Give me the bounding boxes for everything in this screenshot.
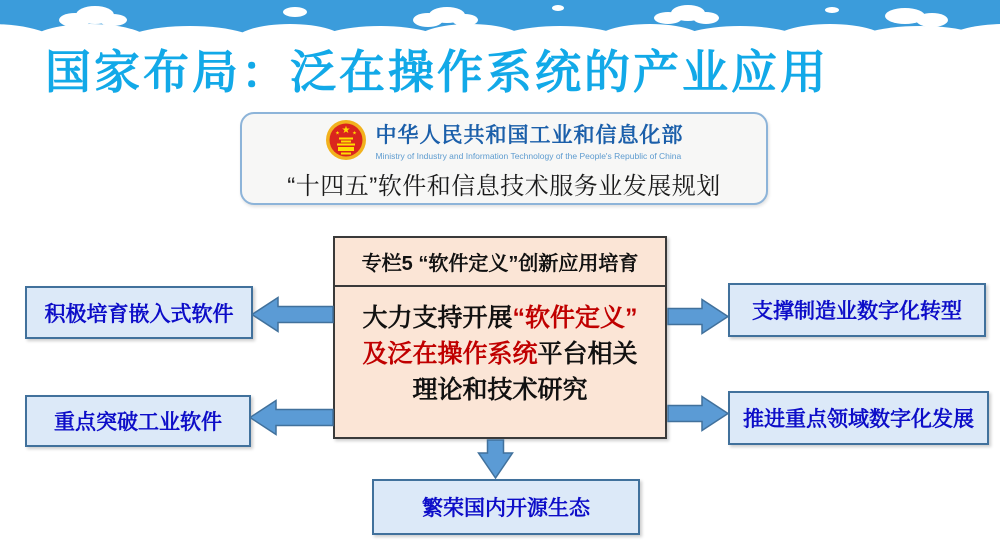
arrow-right-top-icon	[667, 298, 729, 335]
flow-box-open-source-ecosystem: 繁荣国内开源生态	[372, 479, 640, 535]
prc-national-emblem-icon	[325, 119, 367, 161]
arrow-left-bottom-icon	[249, 399, 334, 436]
policy-line-2	[335, 336, 665, 372]
ministry-card	[240, 112, 768, 205]
policy-line-1	[335, 300, 665, 336]
policy-center-box	[333, 236, 667, 439]
plan-title: “十四五”软件和信息技术服务业发展规划	[287, 172, 721, 200]
ministry-name-en: Ministry of Industry and Information Technology of the People's Republic of China	[375, 150, 682, 161]
arrow-right-bottom-icon	[667, 395, 729, 432]
svg-text:★: ★	[351, 130, 357, 136]
flow-box-industrial-software: 重点突破工业软件	[25, 395, 251, 447]
policy-line2-red: 及泛在操作系统	[362, 340, 538, 368]
policy-line2-black: 平台相关	[537, 340, 638, 368]
policy-box-body	[335, 287, 665, 408]
flow-box-manufacturing-digital: 支撑制造业数字化转型	[728, 283, 986, 337]
flow-box-embedded-software: 积极培育嵌入式软件	[25, 286, 253, 339]
policy-box-header: 专栏5 “软件定义”创新应用培育	[335, 238, 665, 287]
svg-text:★: ★	[334, 130, 340, 136]
arrow-left-top-icon	[251, 296, 334, 333]
ministry-names	[376, 119, 684, 161]
page-title: 国家布局：泛在操作系统的产业应用	[45, 46, 829, 98]
ministry-logo-row	[325, 119, 684, 161]
svg-text:★: ★	[341, 124, 350, 136]
ministry-name-cn: 中华人民共和国工业和信息化部	[375, 123, 684, 147]
policy-line1-red: “软件定义”	[512, 304, 638, 332]
policy-line1-black: 大力支持开展	[362, 304, 513, 332]
policy-line-3	[335, 372, 665, 408]
flow-box-key-fields-digital: 推进重点领域数字化发展	[728, 391, 989, 445]
policy-line3-black: 理论和技术研究	[412, 376, 588, 404]
arrow-down-icon	[477, 439, 514, 479]
